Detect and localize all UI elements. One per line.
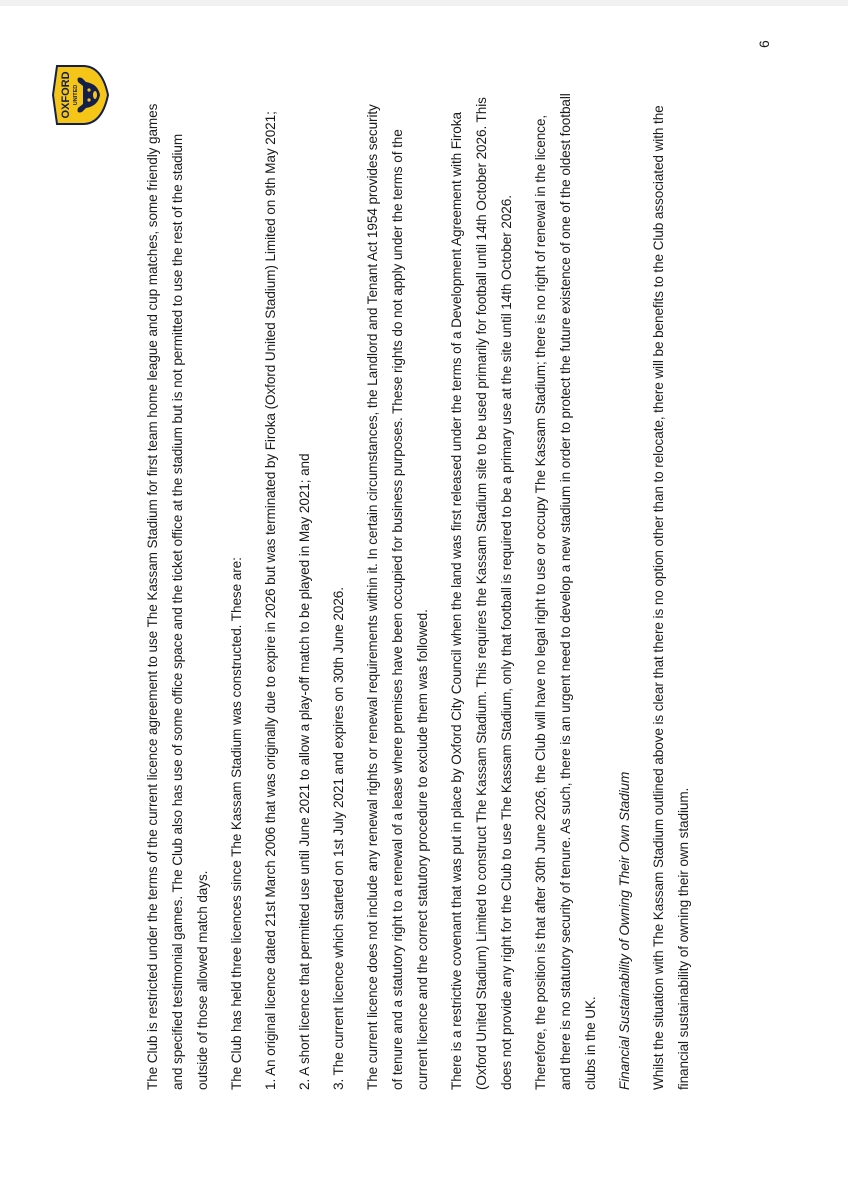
logo-text-united: UNITED bbox=[73, 84, 79, 106]
list-item-licence-1: 1. An original licence dated 21st March 2006 that was originally due to expire in 2026 but was terminated by Firoka (Oxford United Stadium) Limited on 9th May 2021; bbox=[263, 111, 278, 1090]
paragraph-licences-intro: The Club has held three licences since The Kassam Stadium was constructed. These are: bbox=[229, 557, 244, 1090]
paragraph-renewal-rights: The current licence does not include any renewal rights or renewal requirements within it. In certain circumstances, the Landlord and Tenant Act 1954 provides security of tenure and a statutory right to a renewal of a lease where premises have been occupied for business purposes. These rights do not apply under the terms of the current licence and the correct statutory procedure to exclude them was followed. bbox=[365, 104, 430, 1090]
paragraph-position: Therefore, the position is that after 30th June 2026, the Club will have no legal right to use or occupy The Kassam Stadium; there is no right of renewal in the licence, and there is no statutory security of tenure. As such, there is an urgent need to develop a new stadium in order to protect the future existence of one of the oldest football clubs in the UK. bbox=[533, 93, 598, 1090]
section-subheading: Financial Sustainability of Owning Their Own Stadium bbox=[617, 771, 632, 1090]
oxford-united-logo bbox=[50, 60, 110, 130]
list-item-licence-2: 2. A short licence that permitted use until June 2021 to allow a play-off match to be played in May 2021; and bbox=[297, 453, 312, 1090]
paragraph-restrictive-covenant: There is a restrictive covenant that was put in place by Oxford City Council when the land was first released under the terms of a Development Agreement with Firoka (Oxford United Stadium) Limited to construct The Kassam Stadium. This requires the Kassam Stadium site to be used primarily for football until 14th October 2026. This does not provide any right for the Club to use The Kassam Stadium, only that football is required to be a primary use at the site until 14th October 2026. bbox=[449, 97, 514, 1090]
page-number: 6 bbox=[756, 40, 772, 48]
logo-text-oxford: OXFORD bbox=[60, 71, 72, 119]
paragraph-financial-sustainability: Whilst the situation with The Kassam Stadium outlined above is clear that there is no option other than to relocate, there will be benefits to the Club associated with the financial sustainability of owning their own stadium. bbox=[651, 105, 691, 1090]
paragraph-licence-restriction: The Club is restricted under the terms of the current licence agreement to use The Kassam Stadium for first team home league and cup matches, some friendly games and specified testimonial games. The Club also has use of some office space and the ticket office at the stadium but is not permitted to use the rest of the stadium outside of those allowed match days. bbox=[145, 103, 210, 1090]
document-body bbox=[140, 90, 705, 1090]
list-item-licence-3: 3. The current licence which started on 1st July 2021 and expires on 30th June 2026. bbox=[331, 587, 346, 1090]
